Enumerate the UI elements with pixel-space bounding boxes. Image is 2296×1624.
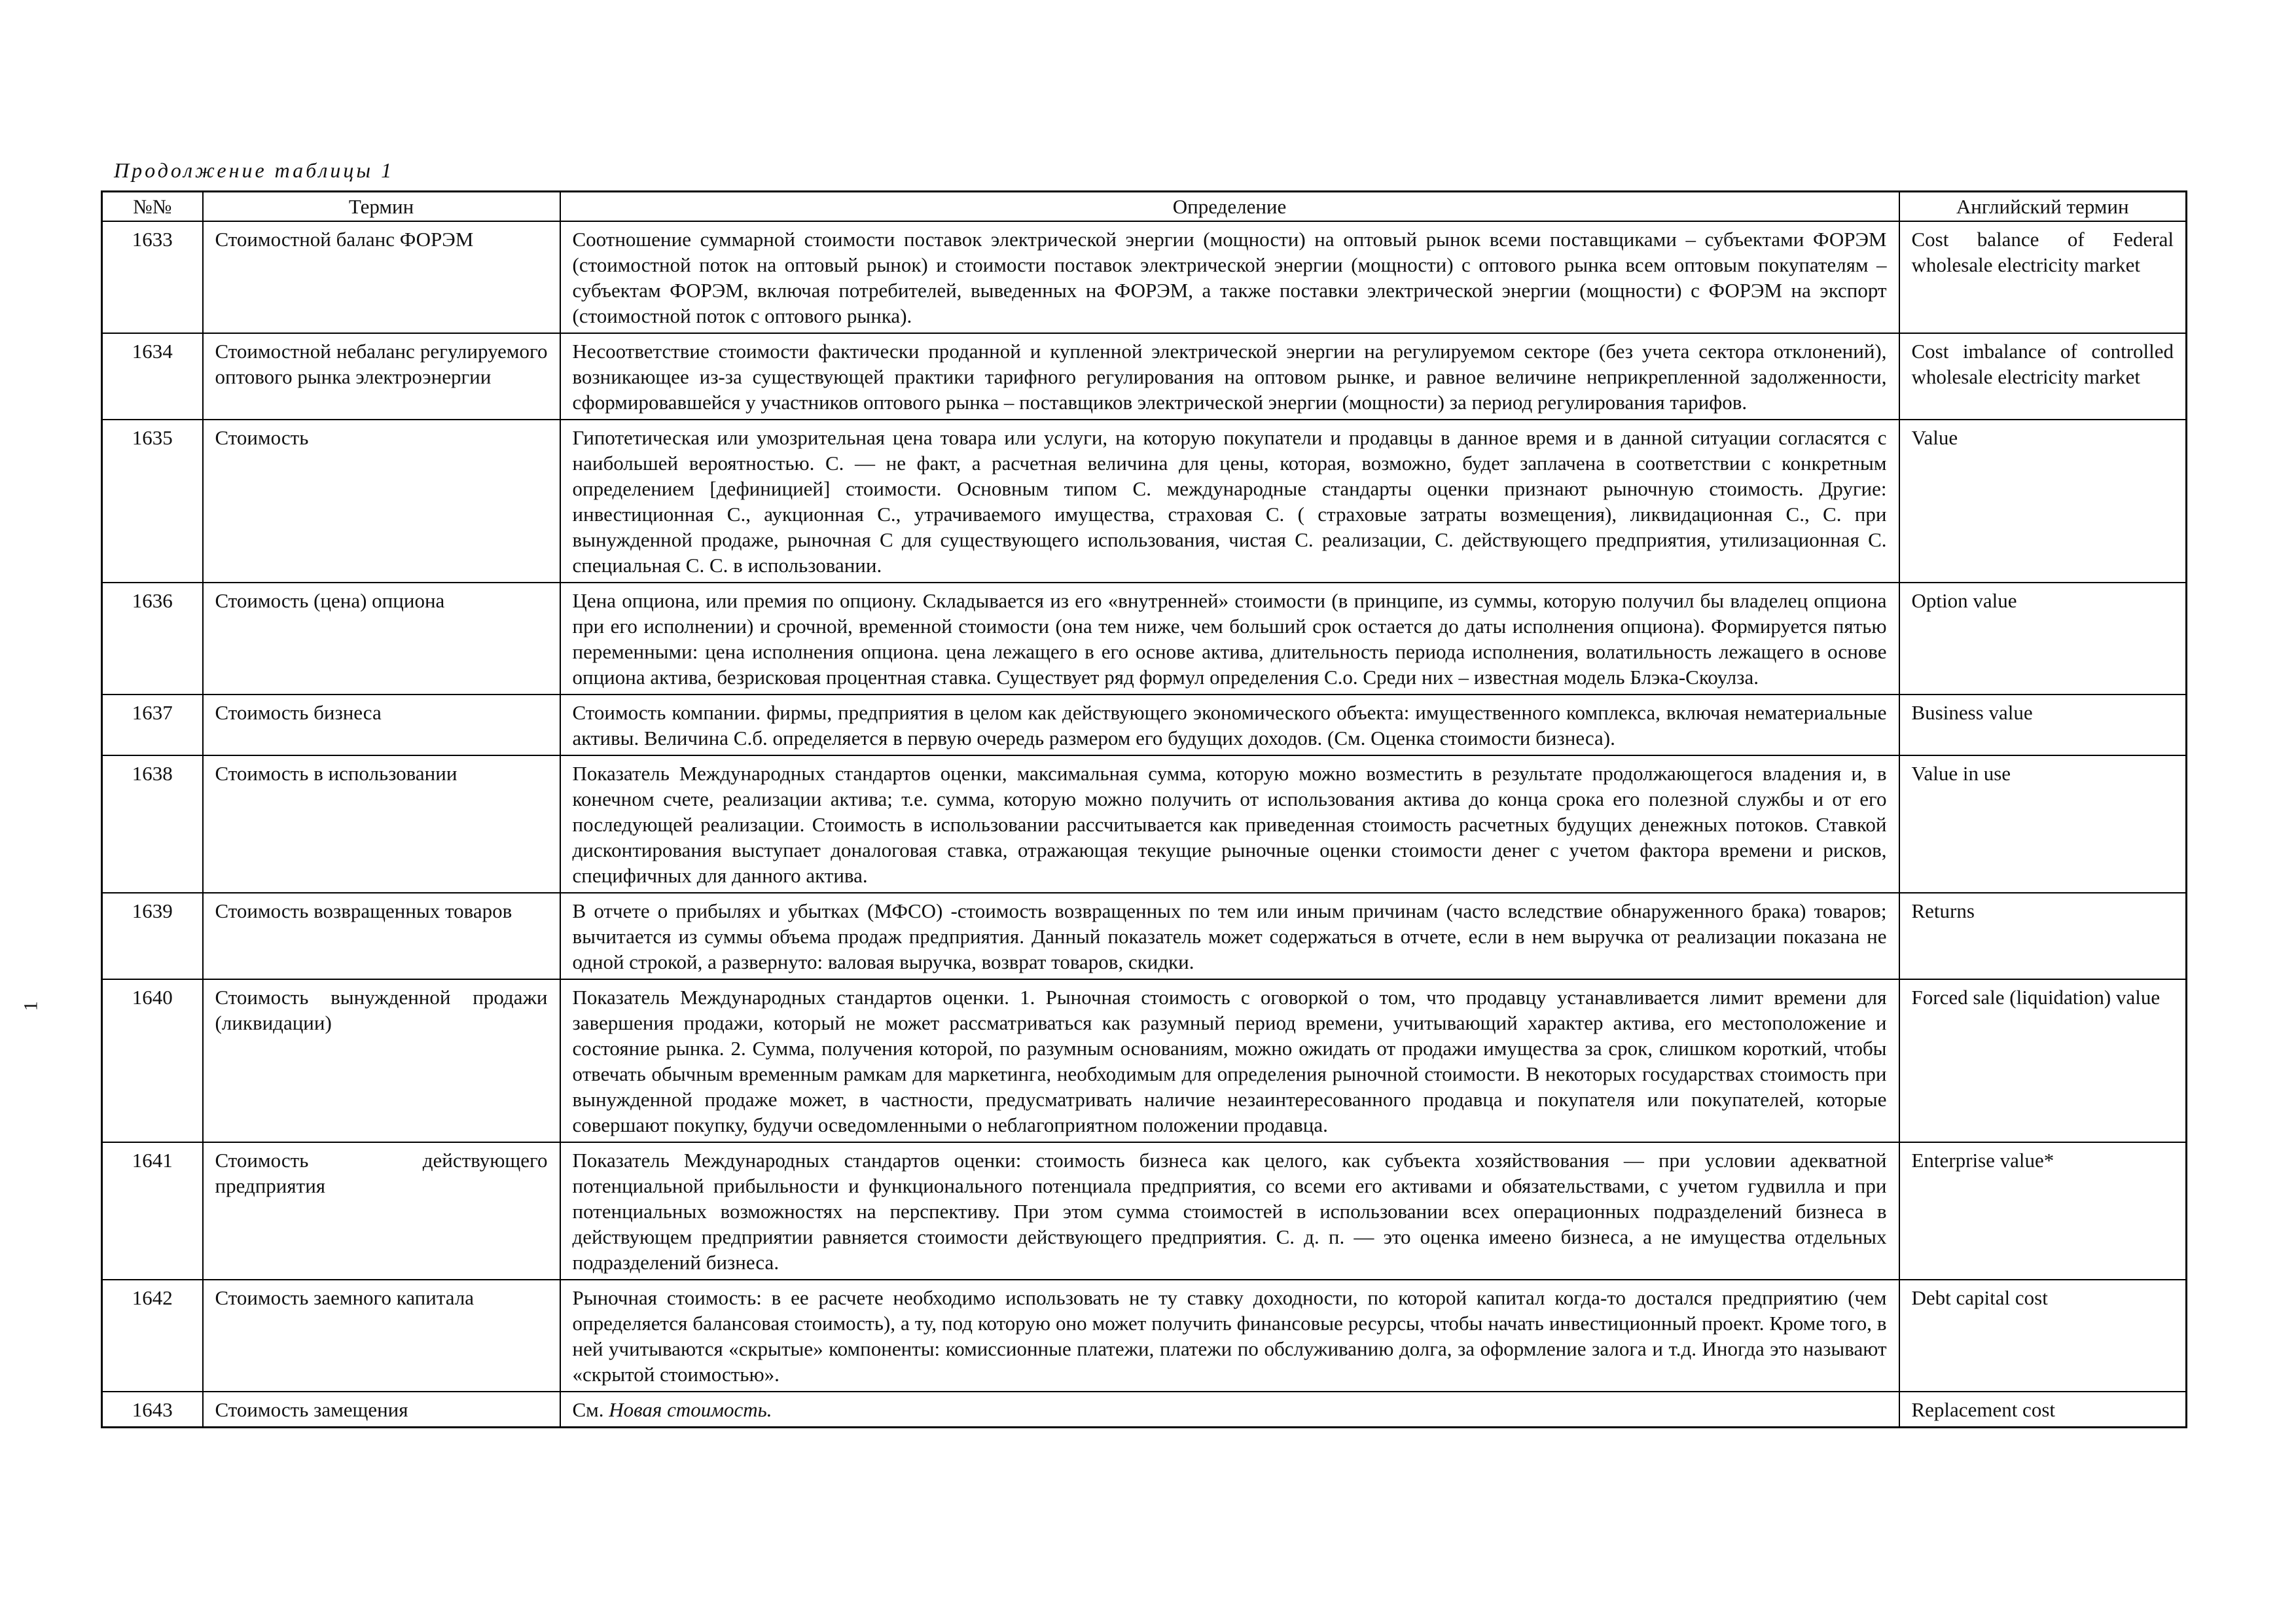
row-english-term: Debt capital cost [1899, 1280, 2187, 1392]
table-row [102, 755, 2187, 893]
definition-prefix: См. [572, 1398, 604, 1421]
glossary-table [101, 190, 2187, 1428]
row-english-term: Enterprise value* [1899, 1142, 2187, 1280]
row-term: Стоимость замещения [203, 1392, 560, 1428]
row-definition: Гипотетическая или умозрительная цена товара или услуги, на которую покупатели и продавцы в данное время и в данной ситуации согласятся с наибольшей вероятностью. С. — не факт, а расчетная величина для цены, которая, возможно, будет заплачена в соответствии с конкретным определением [дефиницией] стоимости. Основным типом С. международные стандарты оценки признают рыночную стоимость. Другие: инвестиционная С., аукционная С., утрачиваемого имущества, страховая С. ( страховые затраты возмещения), ликвидационная С., С. при вынужденной продаже, рыночная С для существующего использования, чистая С. реализации, С. действующего предприятия, утилизационная С. специальная С. С. в использовании. [560, 420, 1899, 583]
row-definition: В отчете о прибылях и убытках (МФСО) -стоимость возвращенных по тем или иным причинам (часто вследствие обнаруженного брака) товаров; вычитается из суммы объема продаж предприятия. Данный показатель может содержаться в отчете, если в нем выручка от реализации показана не одной строкой, а развернуто: валовая выручка, возврат товаров, скидки. [560, 893, 1899, 979]
definition-cross-reference: Новая стоимость. [609, 1398, 772, 1421]
row-number: 1638 [102, 755, 203, 893]
row-english-term: Replacement cost [1899, 1392, 2187, 1428]
row-english-term: Value in use [1899, 755, 2187, 893]
row-term: Стоимостной небаланс регулируемого оптового рынка электроэнергии [203, 333, 560, 420]
row-term: Стоимостной баланс ФОРЭМ [203, 221, 560, 333]
table-row [102, 1142, 2187, 1280]
header-term: Термин [203, 192, 560, 222]
table-row [102, 333, 2187, 420]
row-term: Стоимость заемного капитала [203, 1280, 560, 1392]
row-english-term: Cost imbalance of controlled wholesale electricity market [1899, 333, 2187, 420]
table-row [102, 695, 2187, 755]
row-number: 1642 [102, 1280, 203, 1392]
table-row [102, 420, 2187, 583]
row-definition: Стоимость компании. фирмы, предприятия в целом как действующего экономического объекта: имущественного комплекса, включая нематериальные активы. Величина С.б. определяется в первую очередь размером его будущих доходов. (См. Оценка стоимости бизнеса). [560, 695, 1899, 755]
row-definition: Соотношение суммарной стоимости поставок электрической энергии (мощности) на оптовый рынок всеми поставщиками – субъектами ФОРЭМ (стоимостной поток на оптовый рынок) и стоимости поставок электрической энергии (мощности) с оптового рынка всем оптовым покупателям – субъектам ФОРЭМ, включая потребителей, выведенных на ФОРЭМ, а также поставки электрической энергии (мощности) с ФОРЭМ на экспорт (стоимостной поток с оптового рынка). [560, 221, 1899, 333]
row-number: 1636 [102, 583, 203, 695]
row-definition: Рыночная стоимость: в ее расчете необходимо использовать не ту ставку доходности, по которой капитал когда-то достался предприятию (чем определяется балансовая стоимость), а ту, под которую оно может получить финансовые ресурсы, чтобы начать инвестиционный проект. Кроме того, в ней учитываются «скрытые» компоненты: комиссионные платежи, платежи по обслуживанию долга, за оформление залога и т.д. Иногда это называют «скрытой стоимостью». [560, 1280, 1899, 1392]
row-english-term: Business value [1899, 695, 2187, 755]
table-row [102, 221, 2187, 333]
table-row [102, 1280, 2187, 1392]
header-english-term: Английский термин [1899, 192, 2187, 222]
header-number: №№ [102, 192, 203, 222]
row-number: 1637 [102, 695, 203, 755]
row-definition [560, 1392, 1899, 1428]
row-definition: Показатель Международных стандартов оценки. 1. Рыночная стоимость с оговоркой о том, что продавцу устанавливается лимит времени для завершения продажи, который не может рассматриваться как разумный период времени, учитывающий характер актива, его местоположение и состояние рынка. 2. Сумма, получения которой, по разумным основаниям, можно ожидать от продажи имущества за срок, слишком короткий, чтобы отвечать обычным временным рамкам для маркетинга, необходимым для определения рыночной стоимости. В некоторых государствах стоимость при вынужденной продаже может, в частности, предусматривать наличие незаинтересованного продавца и покупателя или покупателей, которые совершают покупку, будучи осведомленными о неблагоприятном положении продавца. [560, 979, 1899, 1142]
row-english-term: Returns [1899, 893, 2187, 979]
row-definition: Несоответствие стоимости фактически проданной и купленной электрической энергии на регулируемом секторе (без учета сектора отклонений), возникающее из-за существующей практики тарифного регулирования на оптовом рынке, и равное величине неприкрепленной задолженности, сформировавшейся у участников оптового рынка – поставщиков электрической энергии (мощности) за период регулирования тарифов. [560, 333, 1899, 420]
row-english-term: Cost balance of Federal wholesale electricity market [1899, 221, 2187, 333]
table-row [102, 893, 2187, 979]
row-term: Стоимость бизнеса [203, 695, 560, 755]
row-english-term: Forced sale (liquidation) value [1899, 979, 2187, 1142]
table-row [102, 1392, 2187, 1428]
row-term: Стоимость в использовании [203, 755, 560, 893]
row-term: Стоимость [203, 420, 560, 583]
row-english-term: Option value [1899, 583, 2187, 695]
row-term: Стоимость вынужденной продажи (ликвидации) [203, 979, 560, 1142]
header-definition: Определение [560, 192, 1899, 222]
row-number: 1640 [102, 979, 203, 1142]
row-english-term: Value [1899, 420, 2187, 583]
table-row [102, 979, 2187, 1142]
row-definition: Цена опциона, или премия по опциону. Складывается из его «внутренней» стоимости (в принципе, из суммы, которую получил бы владелец опциона при его исполнении) и срочной, временной стоимости (она тем ниже, чем больший срок остается до даты исполнения опциона). Формируется пятью переменными: цена исполнения опциона. цена лежащего в его основе актива, длительность периода исполнения, волатильность лежащего в основе опциона актива, безрисковая процентная ставка. Существует ряд формул определения С.о. Среди них – известная модель Блэка-Скоулза. [560, 583, 1899, 695]
row-number: 1634 [102, 333, 203, 420]
table-caption: Продолжение таблицы 1 [114, 158, 395, 182]
row-number: 1643 [102, 1392, 203, 1428]
row-number: 1641 [102, 1142, 203, 1280]
header-row [102, 192, 2187, 222]
row-definition: Показатель Международных стандартов оценки: стоимость бизнеса как целого, как субъекта хозяйствования — при условии адекватной потенциальной прибыльности и функционального потенциала предприятия, со всеми его активами и обязательствами, с учетом гудвилла и при потенциальных возможностях на перспективу. При этом сумма стоимостей в использовании всех операционных подразделений бизнеса в действующем предприятии равняется стоимости действующего предприятия. С. д. п. — это оценка имеено бизнеса, а не имущества отдельных подразделений бизнеса. [560, 1142, 1899, 1280]
row-term: Стоимость возвращенных товаров [203, 893, 560, 979]
row-number: 1639 [102, 893, 203, 979]
row-number: 1633 [102, 221, 203, 333]
margin-page-number: 1 [20, 1001, 42, 1011]
row-term: Стоимость (цена) опциона [203, 583, 560, 695]
table-row [102, 583, 2187, 695]
row-definition: Показатель Международных стандартов оценки, максимальная сумма, которую можно возместить в результате продолжающегося владения и, в конечном счете, реализации актива; т.е. сумма, которую можно получить от использования актива до конца срока его полезной службы и от его последующей реализации. Стоимость в использовании рассчитывается как приведенная стоимость расчетных будущих денежных потоков. Ставкой дисконтирования выступает доналоговая ставка, отражающая текущие рыночные оценки стоимости денег с учетом фактора времени и рисков, специфичных для данного актива. [560, 755, 1899, 893]
row-term: Стоимость действующего предприятия [203, 1142, 560, 1280]
row-number: 1635 [102, 420, 203, 583]
